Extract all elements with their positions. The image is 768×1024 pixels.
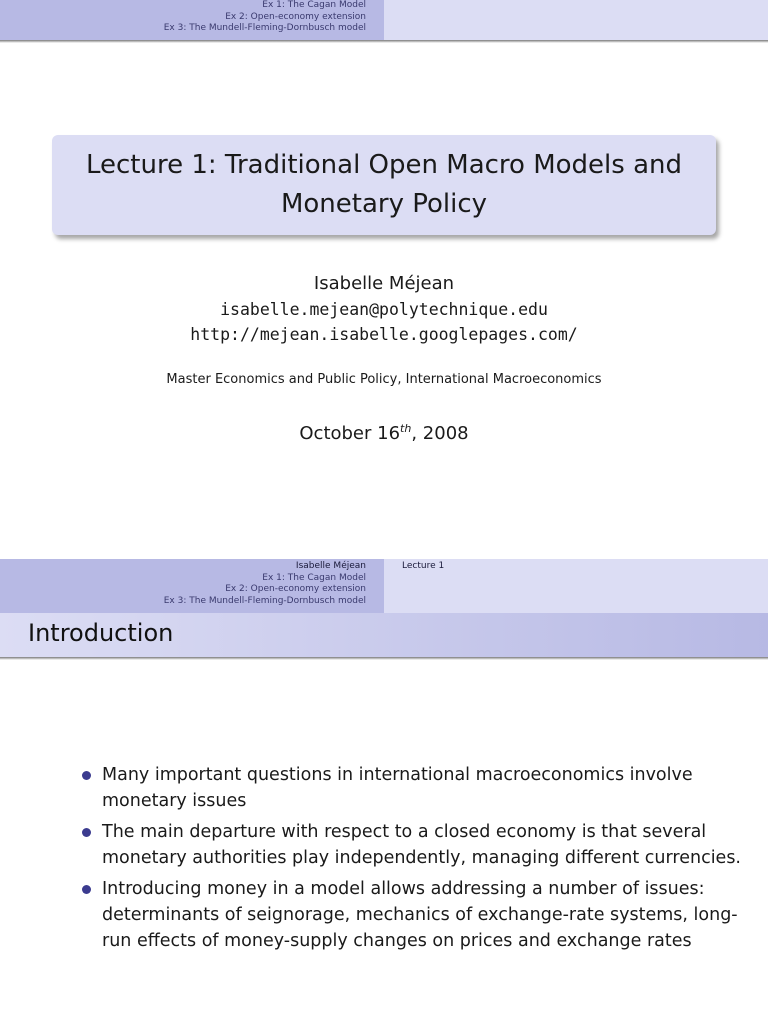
bullet-icon [82,771,91,780]
footline-short-title: Lecture 1 [402,561,445,571]
list-item [82,876,742,954]
section-navigation [0,0,768,40]
introduction-slide [0,512,768,1024]
nav-section-mundell-fleming[interactable]: Ex 3: The Mundell-Fleming-Dornbusch model [163,23,366,33]
date-prefix: October 16 [299,423,401,444]
bullet-text: The main departure with respect to a closed economy is that several monetary authorities play independently, managing different currencies. [102,822,741,868]
nav-section-open-economy[interactable]: Ex 2: Open-economy extension [225,584,366,594]
author-name: Isabelle Méjean [313,273,455,294]
institute: Master Economics and Public Policy, International Macroeconomics [166,372,602,387]
bullet-icon [82,885,91,894]
title-block [52,135,716,235]
nav-section-mundell-fleming[interactable]: Ex 3: The Mundell-Fleming-Dornbusch model [163,595,366,606]
author-url[interactable]: http://mejean.isabelle.googlepages.com/ [190,325,578,344]
nav-section-cagan[interactable]: Ex 1: The Cagan Model [262,572,366,583]
footline-right [384,559,768,613]
headline-shadow [0,40,768,43]
bullet-text: Many important questions in international macroeconomics involve monetary issues [102,765,693,811]
list-item [82,819,742,871]
date-superscript: th [400,422,412,435]
frame-title: Introduction [28,619,174,647]
nav-section-open-economy[interactable]: Ex 2: Open-economy extension [225,11,366,22]
bullet-text: Introducing money in a model allows addressing a number of issues: determinants of seignorage, mechanics of exchange-rate systems, long-run effects of money-supply changes on prices and exchange rates [102,879,738,951]
frame-title-bar [0,613,768,657]
author-email[interactable]: isabelle.mejean@polytechnique.edu [220,300,548,319]
date-suffix: , 2008 [411,423,469,444]
presentation-title: Lecture 1: Traditional Open Macro Models and Monetary Policy [85,150,683,219]
subsection-area [384,0,768,40]
presentation-date [0,422,768,444]
footline-author: Isabelle Méjean [295,561,366,571]
footline-headline [0,559,768,613]
bullet-icon [82,828,91,837]
frame-title-shadow [0,657,768,660]
section-list [0,0,384,40]
list-item [82,762,742,814]
footline-left [0,559,384,613]
bullet-list [82,762,742,959]
nav-section-cagan[interactable]: Ex 1: The Cagan Model [262,0,366,10]
